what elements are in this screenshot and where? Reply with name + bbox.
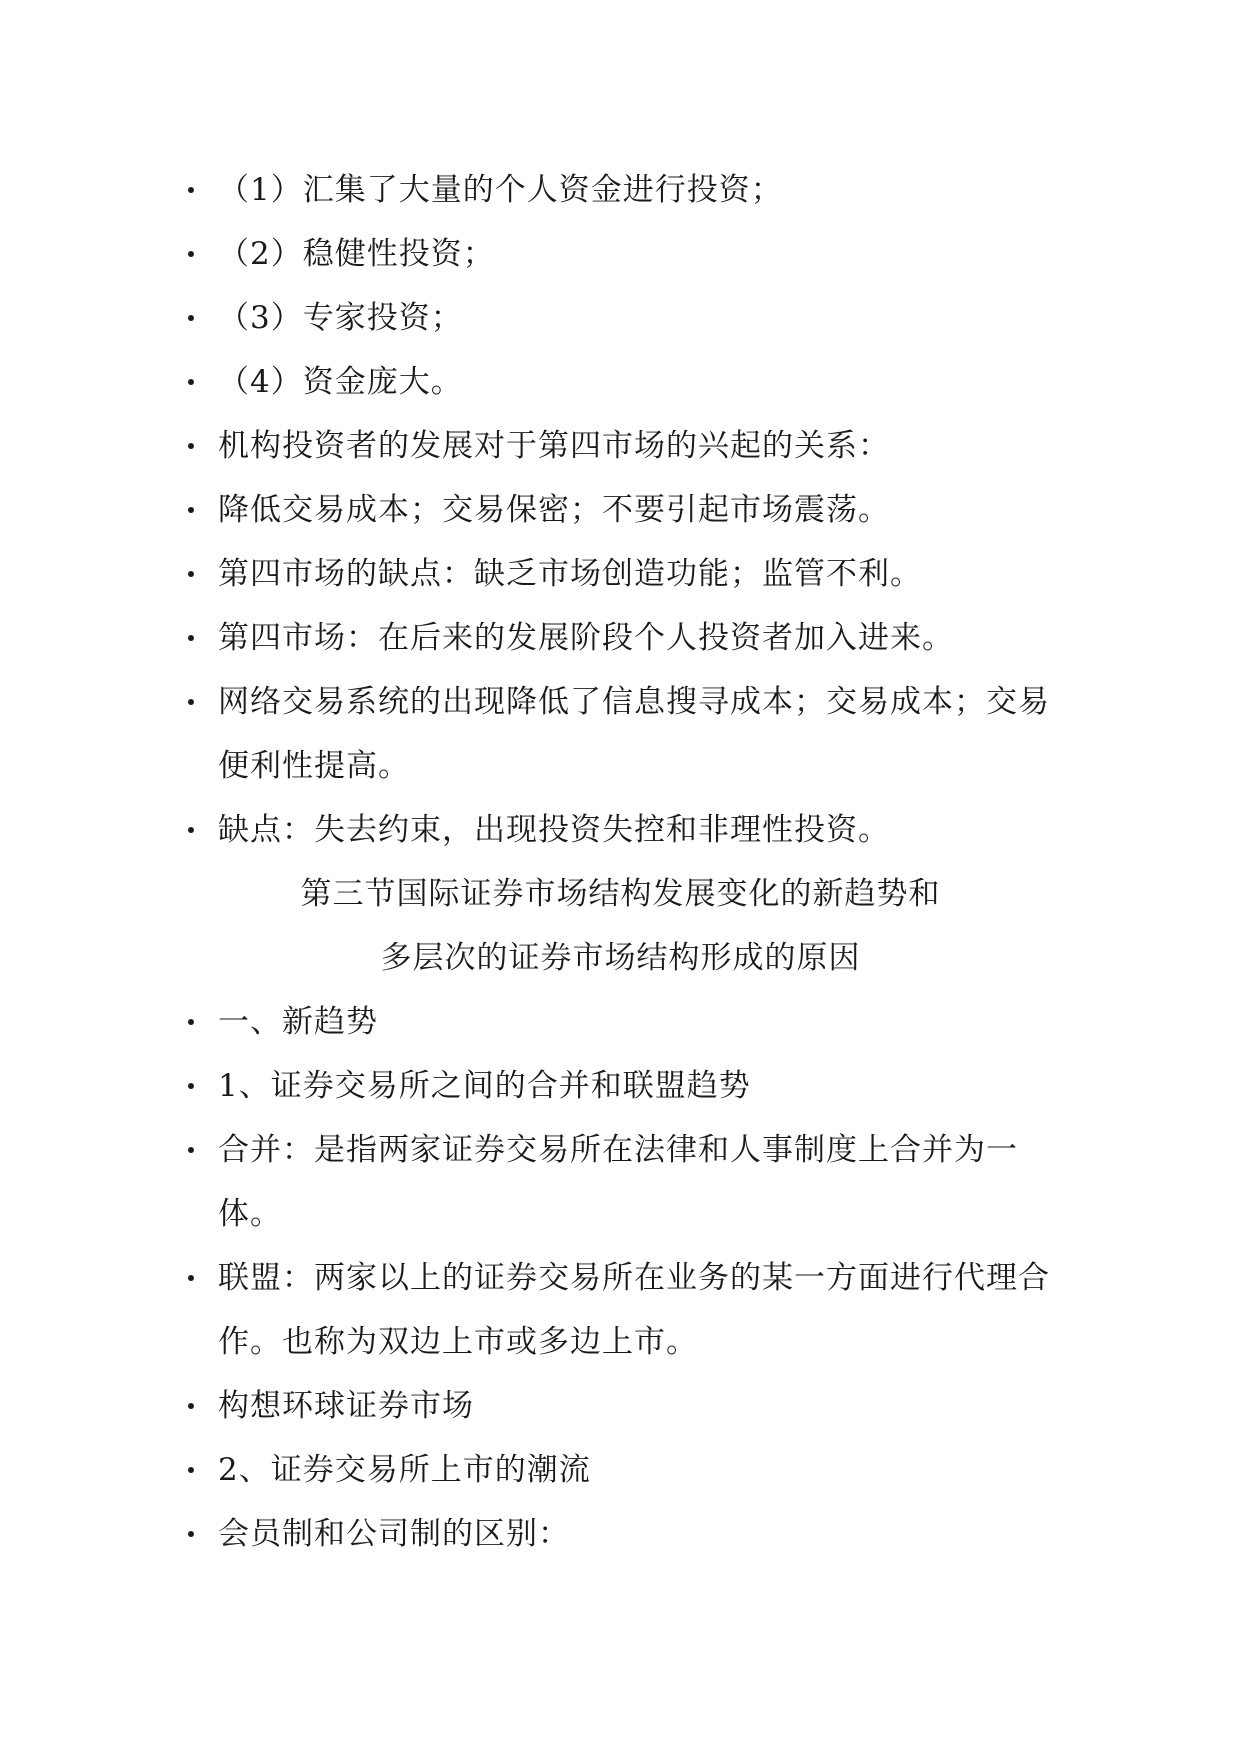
list-item-text: 1、证券交易所之间的合并和联盟趋势 <box>218 1068 751 1104</box>
list-item-text: 构想环球证券市场 <box>218 1388 474 1424</box>
list-item-text: 一、新趋势 <box>218 1004 378 1040</box>
list-item <box>188 1118 1053 1246</box>
bullet-icon <box>188 1054 208 1118</box>
list-item <box>188 158 1053 222</box>
list-item <box>188 478 1053 542</box>
bullet-icon <box>188 798 208 862</box>
list-item-text: 缺点：失去约束，出现投资失控和非理性投资。 <box>218 812 890 848</box>
section-heading-line-1: 第三节国际证券市场结构发展变化的新趋势和 <box>300 876 941 912</box>
list-item-text: 第四市场的缺点：缺乏市场创造功能；监管不利。 <box>218 556 922 592</box>
list-item-text: 2、证券交易所上市的潮流 <box>218 1452 591 1488</box>
list-item-text: 降低交易成本；交易保密；不要引起市场震荡。 <box>218 492 890 528</box>
page-content <box>188 158 1053 1566</box>
list-item-text: （3）专家投资； <box>218 300 463 336</box>
bullet-icon <box>188 414 208 478</box>
bullet-icon <box>188 1502 208 1566</box>
list-item-text: 合并：是指两家证券交易所在法律和人事制度上合并为一体。 <box>218 1132 1018 1232</box>
bullet-icon <box>188 158 208 222</box>
list-item <box>188 670 1053 798</box>
bullet-icon <box>188 1118 208 1182</box>
list-item-text: 第四市场：在后来的发展阶段个人投资者加入进来。 <box>218 620 954 656</box>
list-item <box>188 286 1053 350</box>
bullet-icon <box>188 1438 208 1502</box>
bullet-icon <box>188 606 208 670</box>
list-item <box>188 798 1053 862</box>
list-item-text: （1）汇集了大量的个人资金进行投资； <box>218 172 783 208</box>
list-item <box>188 1374 1053 1438</box>
list-item <box>188 1502 1053 1566</box>
bullet-icon <box>188 222 208 286</box>
bullet-icon <box>188 1246 208 1310</box>
section-heading-line-2: 多层次的证券市场结构形成的原因 <box>380 940 861 976</box>
list-item-text: （4）资金庞大。 <box>218 364 463 400</box>
list-item-text: 会员制和公司制的区别： <box>218 1516 570 1552</box>
list-item <box>188 990 1053 1054</box>
bullet-icon <box>188 286 208 350</box>
bullet-icon <box>188 670 208 734</box>
list-item <box>188 350 1053 414</box>
list-item-text: 联盟：两家以上的证券交易所在业务的某一方面进行代理合作。也称为双边上市或多边上市。 <box>218 1260 1050 1360</box>
list-item <box>188 606 1053 670</box>
list-item <box>188 414 1053 478</box>
list-item <box>188 1438 1053 1502</box>
bullet-icon <box>188 1374 208 1438</box>
bullet-icon <box>188 542 208 606</box>
list-item <box>188 1054 1053 1118</box>
list-item <box>188 222 1053 286</box>
list-item <box>188 542 1053 606</box>
list-item <box>188 1246 1053 1374</box>
list-item-text: 网络交易系统的出现降低了信息搜寻成本；交易成本；交易便利性提高。 <box>218 684 1050 784</box>
list-item-text: 机构投资者的发展对于第四市场的兴起的关系： <box>218 428 890 464</box>
bullet-icon <box>188 478 208 542</box>
list-item-text: （2）稳健性投资； <box>218 236 495 272</box>
bullet-icon <box>188 350 208 414</box>
bullet-icon <box>188 990 208 1054</box>
